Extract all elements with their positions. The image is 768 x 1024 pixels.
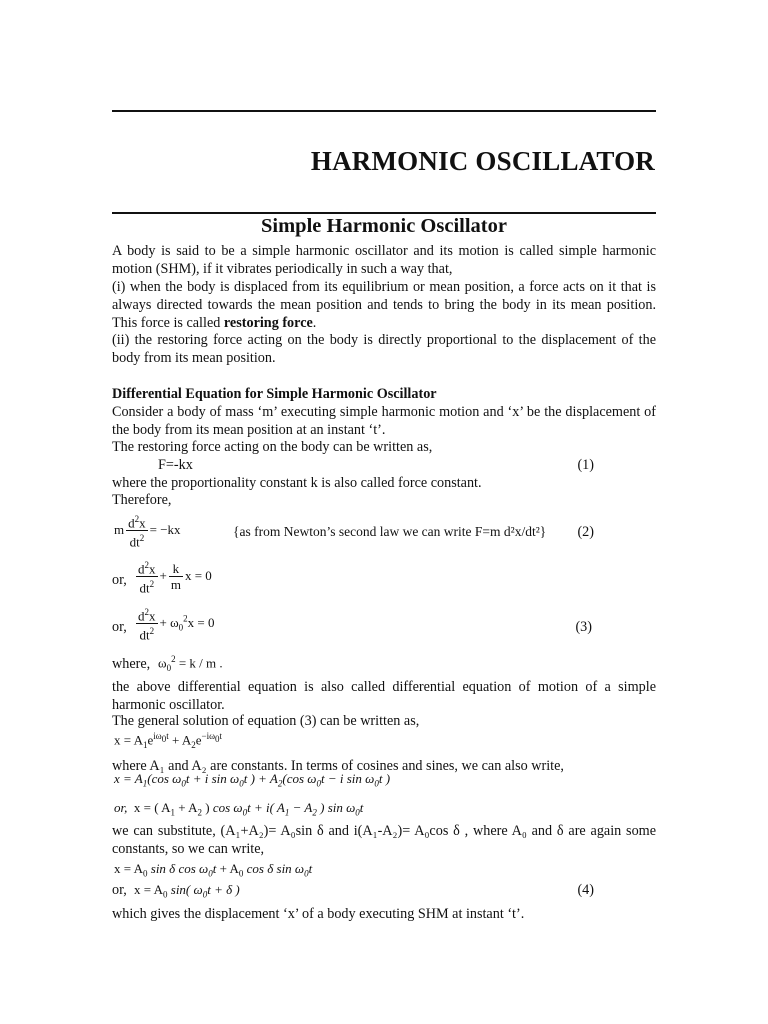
equation-1: F=-kx xyxy=(158,457,193,473)
equation-4: $x = A_0$ sin( $\omega_0t + \delta$ ) xyxy=(134,882,240,900)
differential-equation-paragraph: the above differential equation is also called differential equation of motion of a simple harmonic oscillator. xyxy=(112,679,656,713)
equation-4-number: (4) xyxy=(577,882,594,898)
substitution-paragraph: we can substitute, (A₁+A₂)= A₀sin δ and i(A₁-A₂)= A₀cos δ , where A₀ and δ are again some constants, so we can write, xyxy=(112,823,656,857)
top-rule xyxy=(112,110,656,112)
mass-paragraph: Consider a body of mass ‘m’ executing simple harmonic motion and ‘x’ be the displacement of the body from its mean position at an instant ‘t’. xyxy=(112,404,656,438)
substituted-equation: $x = A_0$ sin δ $\cos \omega_0t + A_0$ cos δ $\sin \omega_0t$ xyxy=(114,861,313,879)
section-heading: Differential Equation for Simple Harmonic Oscillator xyxy=(112,386,437,402)
title-rule xyxy=(112,212,656,214)
restoring-force-text: The restoring force acting on the body can be written as, xyxy=(112,439,433,455)
restoring-force-term: restoring force xyxy=(223,314,313,331)
or-label-2: or, xyxy=(112,619,127,635)
intro-paragraph: A body is said to be a simple harmonic oscillator and its motion is called simple harmonic motion (SHM), if it vibrates periodically in such a way that, xyxy=(112,243,656,277)
section-title: Simple Harmonic Oscillator xyxy=(261,215,507,237)
equation-2: m $\frac{d^2x}{dt^2}$ = −kx xyxy=(114,514,181,550)
equation-2-note: {as from Newton’s second law we can write F=m d²x/dt²} xyxy=(233,524,547,539)
equation-rearranged: $\frac{d^2x}{dt^2}$ + $\frac{k}{m}$ x = 0 xyxy=(138,560,212,596)
equation-1-number: (1) xyxy=(577,457,594,473)
therefore-text: Therefore, xyxy=(112,492,172,508)
cosine-sine-expansion: $x = A_1(\cos$ $\omega_0t + i$ $\sin \omega_0t$ ) + $A_2(\cos$ $\omega_0t - i$ $\sin \omega_0t$ ) xyxy=(114,771,391,789)
or-label-4: or, xyxy=(112,882,127,898)
condition-one-paragraph: (i) when the body is displaced from its equilibrium or mean position, a force acts on it that is always directed towards the mean position and tends to bring the body in its mean position. This force is called restoring force. xyxy=(112,279,656,331)
general-solution-equation: $x = A_1e^{i\omega_0t} + A_2e^{-i\omega_0t}$ xyxy=(114,731,223,750)
force-constant-text: where the proportionality constant k is also called force constant. xyxy=(112,475,482,491)
general-solution-text: The general solution of equation (3) can be written as, xyxy=(112,713,420,729)
where-label: where, xyxy=(112,656,151,672)
equation-3: $\frac{d^2x}{dt^2}$ + $\omega_0^2x = 0$ xyxy=(138,607,215,643)
omega-definition: $\omega_0^2 = k / m$ . xyxy=(158,654,223,673)
combined-equation: or, x = ( $A_1 + A_2$ ) $\cos \omega_0t + i$( $A_1 - A_2$ ) $\sin \omega_0t$ xyxy=(114,800,364,818)
or-label-1: or, xyxy=(112,572,127,588)
equation-3-number: (3) xyxy=(575,619,592,635)
page-title: HARMONIC OSCILLATOR xyxy=(310,146,655,176)
equation-2-number: (2) xyxy=(577,524,594,540)
constants-text: where A₁ and A₂ are constants. In terms of cosines and sines, we can also write, xyxy=(112,758,564,774)
conclusion-text: which gives the displacement ‘x’ of a body executing SHM at instant ‘t’. xyxy=(112,906,525,922)
condition-two-paragraph: (ii) the restoring force acting on the body is directly proportional to the displacement of the body from its mean position. xyxy=(112,332,656,366)
